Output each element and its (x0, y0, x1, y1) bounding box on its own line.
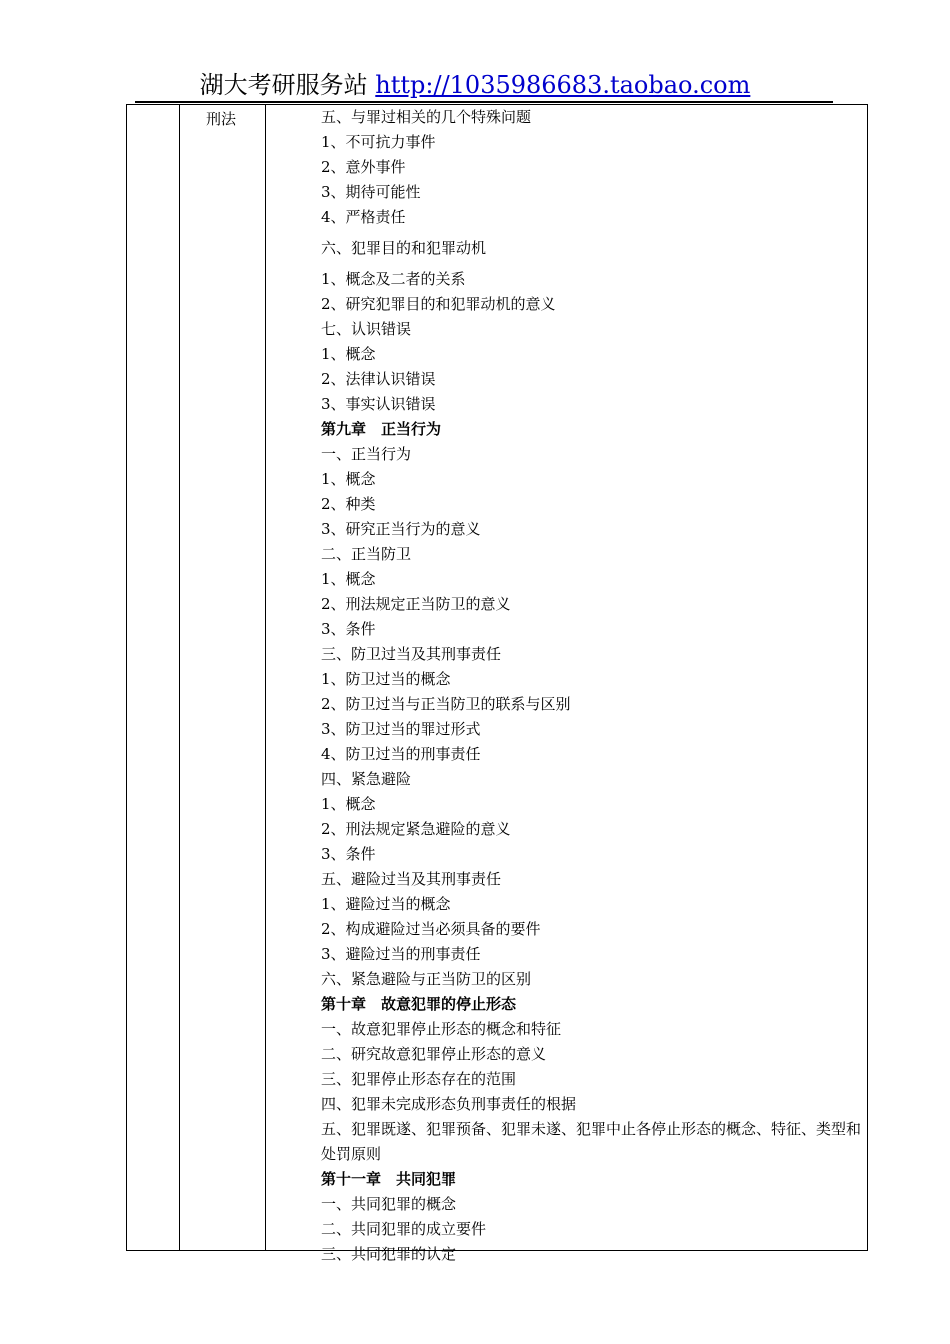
syllabus-line: 3、防卫过当的罪过形式 (321, 720, 481, 738)
syllabus-line: 2、法律认识错误 (321, 370, 436, 388)
syllabus-line: 三、共同犯罪的认定 (321, 1245, 457, 1263)
syllabus-line: 3、期待可能性 (321, 183, 421, 201)
syllabus-line: 五、犯罪既遂、犯罪预备、犯罪未遂、犯罪中止各停止形态的概念、特征、类型和处罚原则 (321, 1120, 862, 1163)
syllabus-line: 2、研究犯罪目的和犯罪动机的意义 (321, 295, 556, 313)
syllabus-line: 4、防卫过当的刑事责任 (321, 745, 481, 763)
header-link[interactable]: http://1035986683.taobao.com (375, 71, 751, 99)
syllabus-line: 二、研究故意犯罪停止形态的意义 (321, 1045, 547, 1063)
syllabus-line: 1、概念 (321, 345, 376, 363)
syllabus-line: 1、概念 (321, 470, 376, 488)
syllabus-line: 六、犯罪目的和犯罪动机 (321, 239, 487, 257)
syllabus-line: 3、研究正当行为的意义 (321, 520, 481, 538)
syllabus-line: 1、概念 (321, 570, 376, 588)
syllabus-line: 四、紧急避险 (321, 770, 412, 788)
syllabus-line: 四、犯罪未完成形态负刑事责任的根据 (321, 1095, 577, 1113)
syllabus-line: 3、避险过当的刑事责任 (321, 945, 481, 963)
syllabus-line: 3、条件 (321, 620, 376, 638)
syllabus-line: 2、种类 (321, 495, 376, 513)
chapter-heading: 第十一章 共同犯罪 (321, 1170, 457, 1188)
chapter-heading: 第九章 正当行为 (321, 420, 442, 438)
syllabus-line: 三、防卫过当及其刑事责任 (321, 645, 502, 663)
syllabus-line: 1、防卫过当的概念 (321, 670, 451, 688)
syllabus-line: 3、条件 (321, 845, 376, 863)
column-divider (179, 105, 180, 1250)
syllabus-line: 二、正当防卫 (321, 545, 412, 563)
syllabus-line: 1、避险过当的概念 (321, 895, 451, 913)
syllabus-line: 七、认识错误 (321, 320, 412, 338)
syllabus-line: 五、与罪过相关的几个特殊问题 (321, 108, 532, 126)
syllabus-line: 1、概念及二者的关系 (321, 270, 466, 288)
syllabus-line: 一、正当行为 (321, 445, 412, 463)
syllabus-table (126, 104, 868, 1263)
syllabus-line: 一、共同犯罪的概念 (321, 1195, 457, 1213)
syllabus-line: 2、防卫过当与正当防卫的联系与区别 (321, 695, 571, 713)
syllabus-content (321, 105, 866, 1267)
syllabus-line: 2、意外事件 (321, 158, 406, 176)
syllabus-line: 2、构成避险过当必须具备的要件 (321, 920, 541, 938)
subject-label: 刑法 (206, 110, 237, 128)
syllabus-line: 五、避险过当及其刑事责任 (321, 870, 502, 888)
syllabus-line: 二、共同犯罪的成立要件 (321, 1220, 487, 1238)
chapter-heading: 第十章 故意犯罪的停止形态 (321, 995, 517, 1013)
syllabus-line: 2、刑法规定正当防卫的意义 (321, 595, 511, 613)
syllabus-line: 1、不可抗力事件 (321, 133, 436, 151)
syllabus-line: 1、概念 (321, 795, 376, 813)
column-divider (265, 105, 266, 1250)
syllabus-line: 一、故意犯罪停止形态的概念和特征 (321, 1020, 562, 1038)
header-title: 湖大考研服务站 (199, 71, 368, 99)
page-header (0, 68, 950, 102)
syllabus-line: 4、严格责任 (321, 208, 406, 226)
syllabus-line: 3、事实认识错误 (321, 395, 436, 413)
syllabus-line: 2、刑法规定紧急避险的意义 (321, 820, 511, 838)
syllabus-line: 六、紧急避险与正当防卫的区别 (321, 970, 532, 988)
header-rule (135, 101, 833, 103)
syllabus-line: 三、犯罪停止形态存在的范围 (321, 1070, 517, 1088)
